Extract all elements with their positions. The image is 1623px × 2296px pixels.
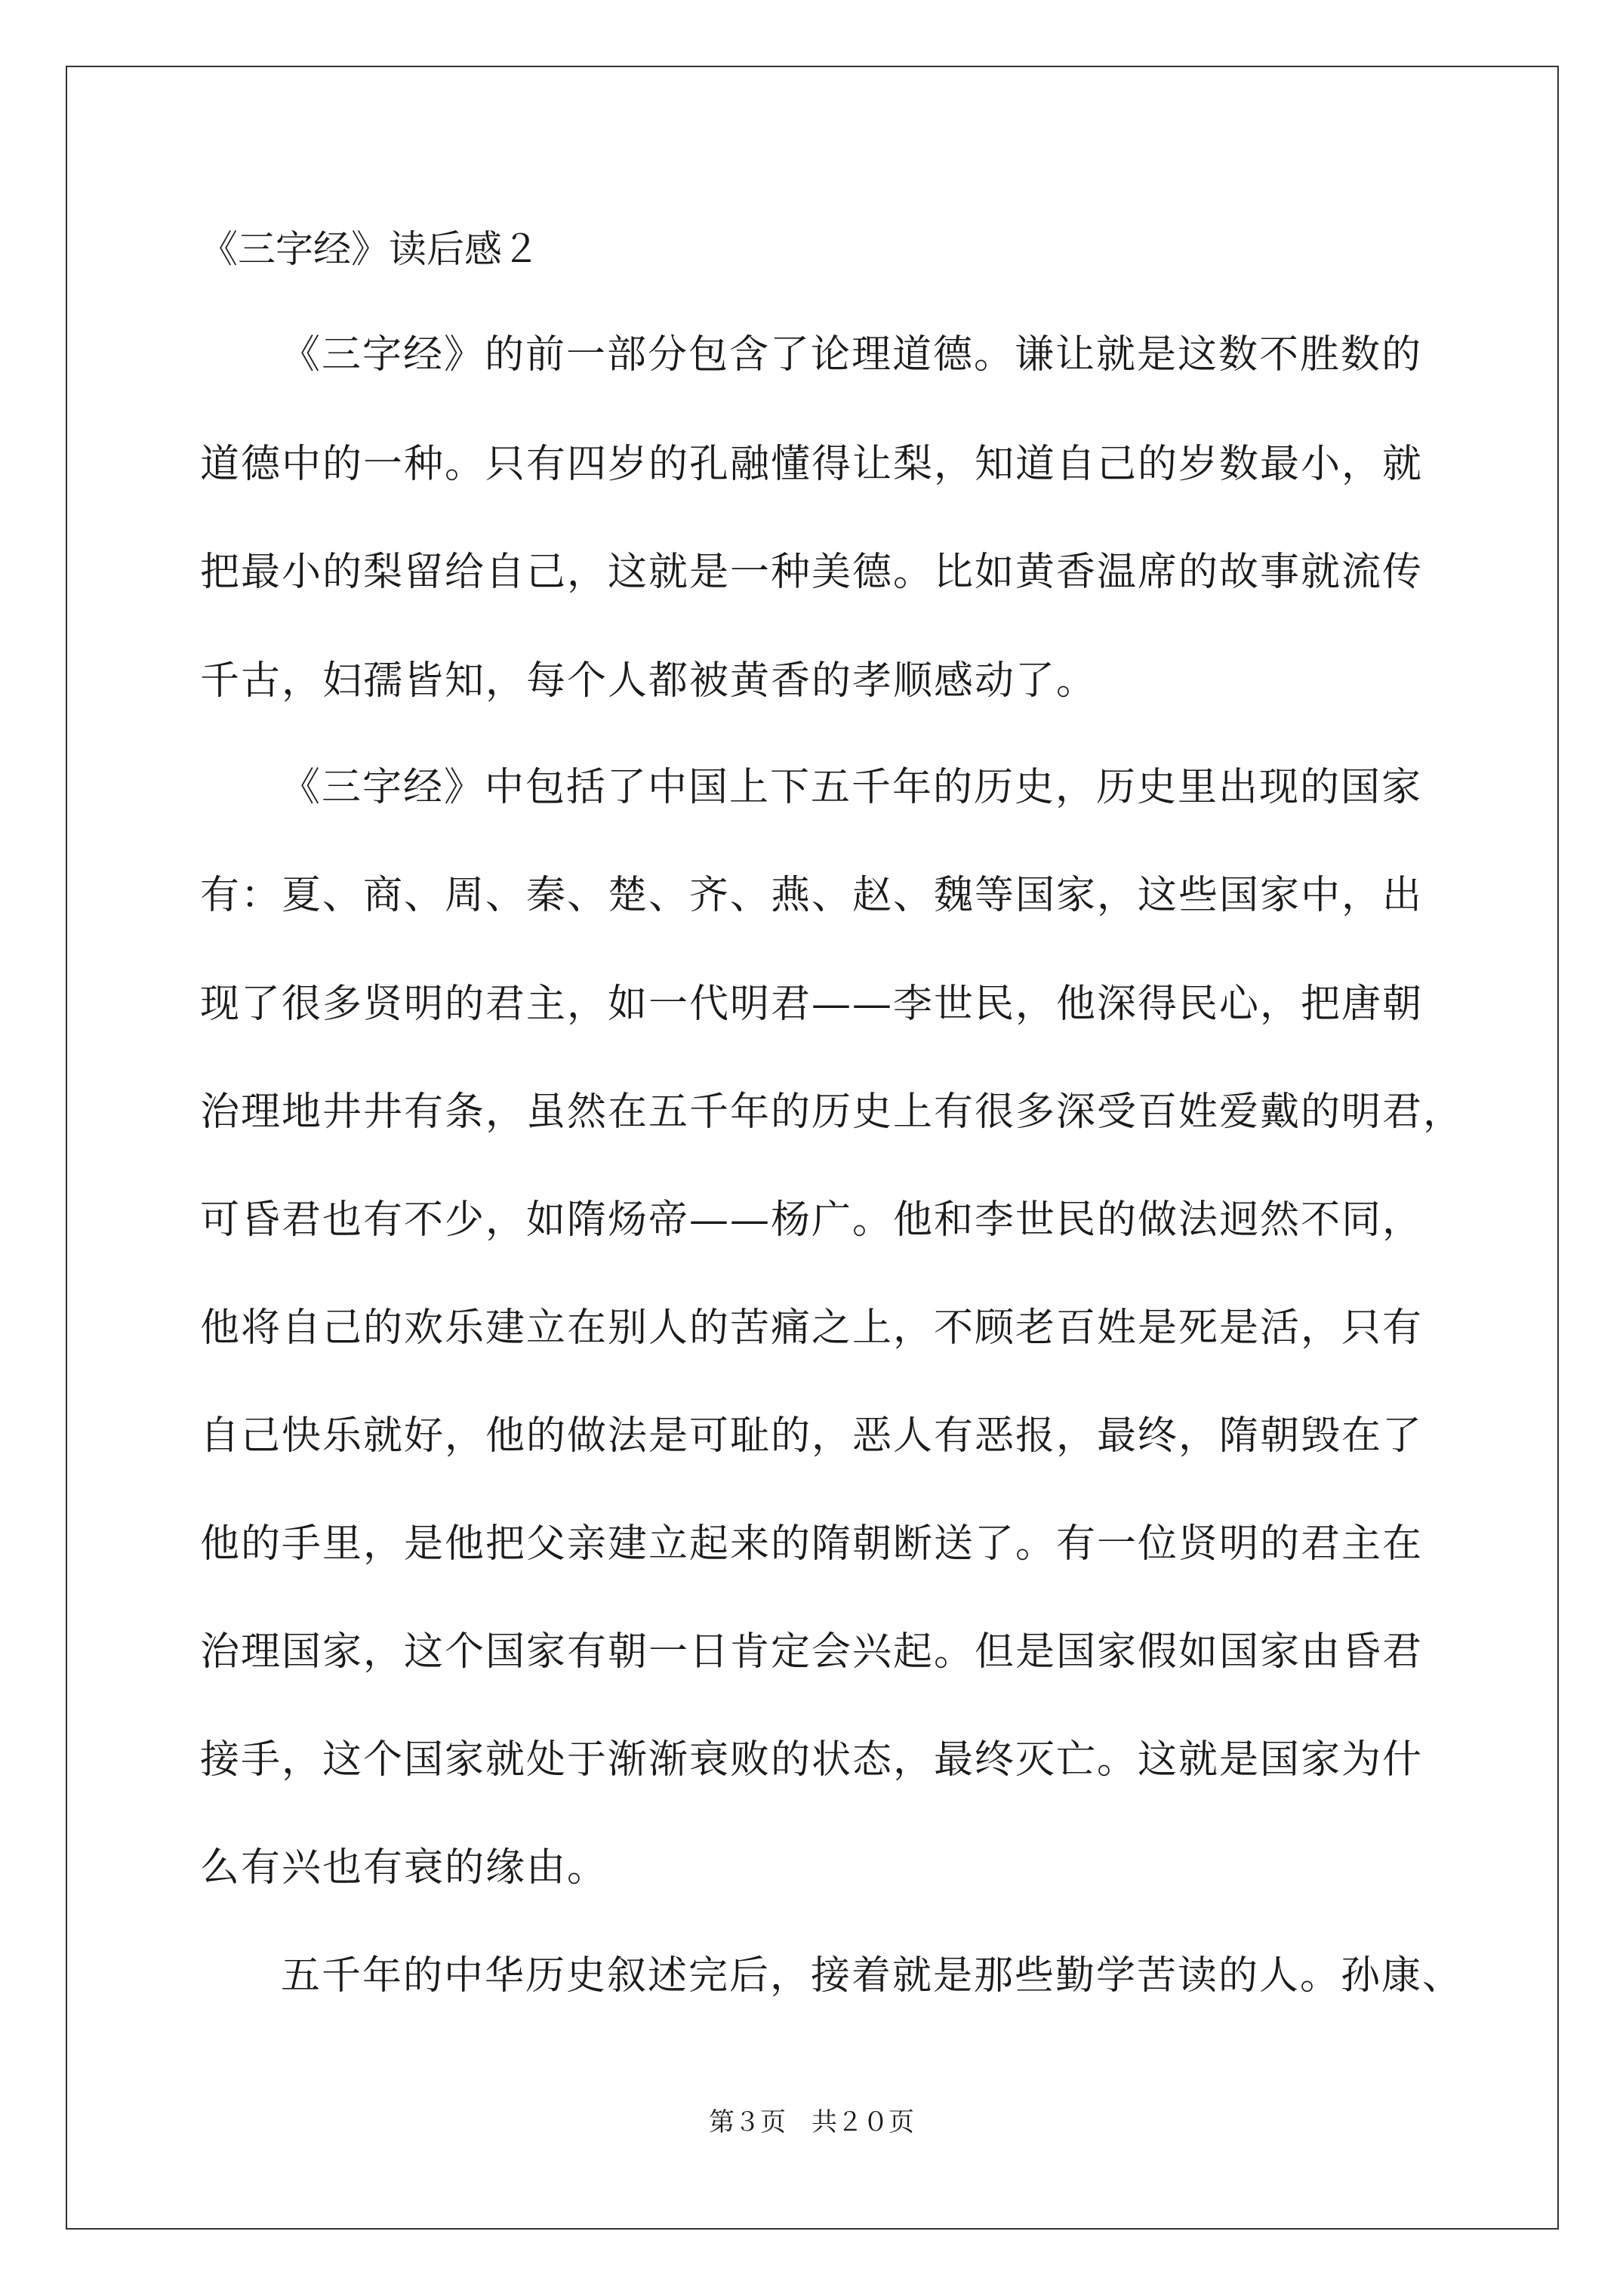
page-number-footer: 第３页 共２０页 bbox=[709, 2107, 914, 2137]
page-border bbox=[66, 66, 1559, 2230]
paragraph-1-line-1: 《三字经》的前一部分包含了论理道德。谦让就是这数不胜数的 bbox=[281, 332, 1423, 378]
document-title: 《三字经》读后感２ bbox=[200, 227, 540, 271]
paragraph-2-line-6: 他将自己的欢乐建立在别人的苦痛之上，不顾老百姓是死是活，只有 bbox=[200, 1305, 1424, 1351]
paragraph-2-line-1: 《三字经》中包括了中国上下五千年的历史，历史里出现的国家 bbox=[281, 765, 1423, 810]
paragraph-2-line-7: 自己快乐就好，他的做法是可耻的，恶人有恶报，最终，隋朝毁在了 bbox=[200, 1413, 1424, 1459]
paragraph-2-line-3: 现了很多贤明的君主，如一代明君——李世民，他深得民心，把唐朝 bbox=[200, 982, 1424, 1027]
paragraph-1-line-2: 道德中的一种。只有四岁的孔融懂得让梨，知道自己的岁数最小，就 bbox=[200, 442, 1424, 487]
paragraph-1-line-3: 把最小的梨留给自己，这就是一种美德。比如黄香温席的故事就流传 bbox=[200, 550, 1424, 595]
paragraph-2-line-4: 治理地井井有条，虽然在五千年的历史上有很多深受百姓爱戴的明君， bbox=[200, 1089, 1464, 1135]
paragraph-2-line-5: 可昏君也有不少，如隋炀帝——杨广。他和李世民的做法迥然不同， bbox=[200, 1197, 1424, 1243]
paragraph-1-line-4: 千古，妇孺皆知，每个人都被黄香的孝顺感动了。 bbox=[200, 658, 1098, 704]
paragraph-2-line-11: 么有兴也有衰的缘由。 bbox=[200, 1845, 608, 1891]
paragraph-2-line-9: 治理国家，这个国家有朝一日肯定会兴起。但是国家假如国家由昏君 bbox=[200, 1629, 1424, 1675]
paragraph-2-line-8: 他的手里，是他把父亲建立起来的隋朝断送了。有一位贤明的君主在 bbox=[200, 1521, 1424, 1567]
paragraph-2-line-10: 接手，这个国家就处于渐渐衰败的状态，最终灭亡。这就是国家为什 bbox=[200, 1737, 1424, 1783]
paragraph-2-line-2: 有：夏、商、周、秦、楚、齐、燕、赵、魏等国家，这些国家中，出 bbox=[200, 873, 1424, 918]
paragraph-3-line-1: 五千年的中华历史叙述完后，接着就是那些勤学苦读的人。孙康、 bbox=[281, 1953, 1464, 1999]
